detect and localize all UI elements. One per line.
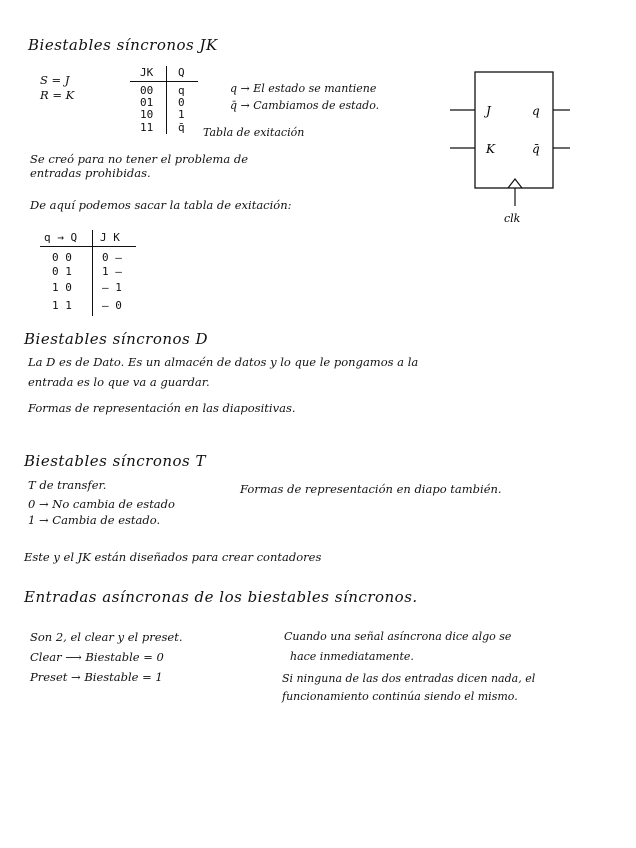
exc-header-transition: q → Q bbox=[44, 231, 78, 244]
exc-row-transition: 0 0 bbox=[52, 251, 72, 264]
async-right-line: funcionamiento continúa siendo el mismo. bbox=[282, 690, 518, 703]
t-title: Biestables síncronos T bbox=[24, 452, 207, 470]
jk-paragraph-line: Se creó para no tener el problema de bbox=[30, 152, 249, 166]
truth-header-q: Q bbox=[178, 66, 185, 79]
label-q: q bbox=[532, 104, 540, 118]
label-qbar: q̄ bbox=[532, 142, 540, 156]
exc-table-vline bbox=[92, 230, 93, 316]
t-representation-note: Formas de representación en diapo también. bbox=[240, 482, 502, 496]
d-line: Formas de representación en las diapositivas. bbox=[28, 401, 296, 415]
note-q-hold: q → El estado se mantiene bbox=[230, 82, 377, 95]
clock-triangle bbox=[508, 179, 522, 188]
jk-equation-s: S = J bbox=[40, 73, 70, 87]
truth-row-q: q bbox=[178, 84, 185, 97]
exc-row-jk: 0 – bbox=[102, 251, 122, 264]
exc-row-transition: 0 1 bbox=[52, 265, 72, 278]
exc-header-jk: J K bbox=[100, 231, 120, 244]
t-line: T de transfer. bbox=[28, 478, 107, 492]
exc-row-transition: 1 0 bbox=[52, 281, 72, 294]
truth-row-jk: 01 bbox=[140, 96, 154, 109]
t-item-one: 1 → Cambia de estado. bbox=[28, 513, 161, 527]
truth-row-jk: 00 bbox=[140, 84, 154, 97]
async-right-line: Cuando una señal asíncrona dice algo se bbox=[284, 630, 512, 643]
label-clk: clk bbox=[504, 212, 521, 225]
async-title: Entradas asíncronas de los biestables síncronos. bbox=[24, 588, 418, 606]
jk-excitation-intro: De aquí podemos sacar la tabla de exitación: bbox=[30, 198, 292, 212]
truth-header-jk: JK bbox=[140, 66, 154, 79]
jk-flipflop-diagram bbox=[440, 60, 580, 230]
async-right-line: Si ninguna de las dos entradas dicen nada, el bbox=[282, 672, 536, 685]
jk-equation-r: R = K bbox=[40, 88, 75, 102]
exc-row-transition: 1 1 bbox=[52, 299, 72, 312]
exc-row-jk: – 1 bbox=[102, 281, 122, 294]
jk-title: Biestables síncronos JK bbox=[28, 36, 218, 54]
async-left-line: Clear ⟶ Biestable = 0 bbox=[30, 650, 164, 664]
t-item-zero: 0 → No cambia de estado bbox=[28, 497, 175, 511]
truth-row-q: 0 bbox=[178, 96, 185, 109]
d-line: entrada es lo que va a guardar. bbox=[28, 375, 210, 389]
d-line: La D es de Dato. Es un almacén de datos y lo que le pongamos a la bbox=[28, 355, 419, 369]
exc-table-hline bbox=[40, 246, 136, 247]
jk-paragraph-line: entradas prohibidas. bbox=[30, 166, 151, 180]
note-qbar-toggle: q̄ → Cambiamos de estado. bbox=[230, 99, 380, 112]
truth-row-jk: 10 bbox=[140, 108, 154, 121]
async-left-line: Preset → Biestable = 1 bbox=[30, 670, 163, 684]
truth-row-jk: 11 bbox=[140, 121, 154, 134]
truth-row-q: q̄ bbox=[178, 121, 185, 134]
d-title: Biestables síncronos D bbox=[24, 330, 209, 348]
label-k: K bbox=[486, 142, 495, 156]
truth-table-vline bbox=[166, 66, 167, 134]
exc-row-jk: 1 – bbox=[102, 265, 122, 278]
label-j: J bbox=[486, 104, 491, 118]
note-excitation-table: Tabla de exitación bbox=[203, 126, 305, 139]
truth-table-hline bbox=[130, 81, 198, 82]
async-left-line: Son 2, el clear y el preset. bbox=[30, 630, 183, 644]
exc-row-jk: – 0 bbox=[102, 299, 122, 312]
truth-row-q: 1 bbox=[178, 108, 185, 121]
async-right-line: hace inmediatamente. bbox=[290, 650, 414, 663]
t-counters-note: Este y el JK están diseñados para crear contadores bbox=[24, 550, 322, 564]
flipflop-box bbox=[475, 72, 553, 188]
